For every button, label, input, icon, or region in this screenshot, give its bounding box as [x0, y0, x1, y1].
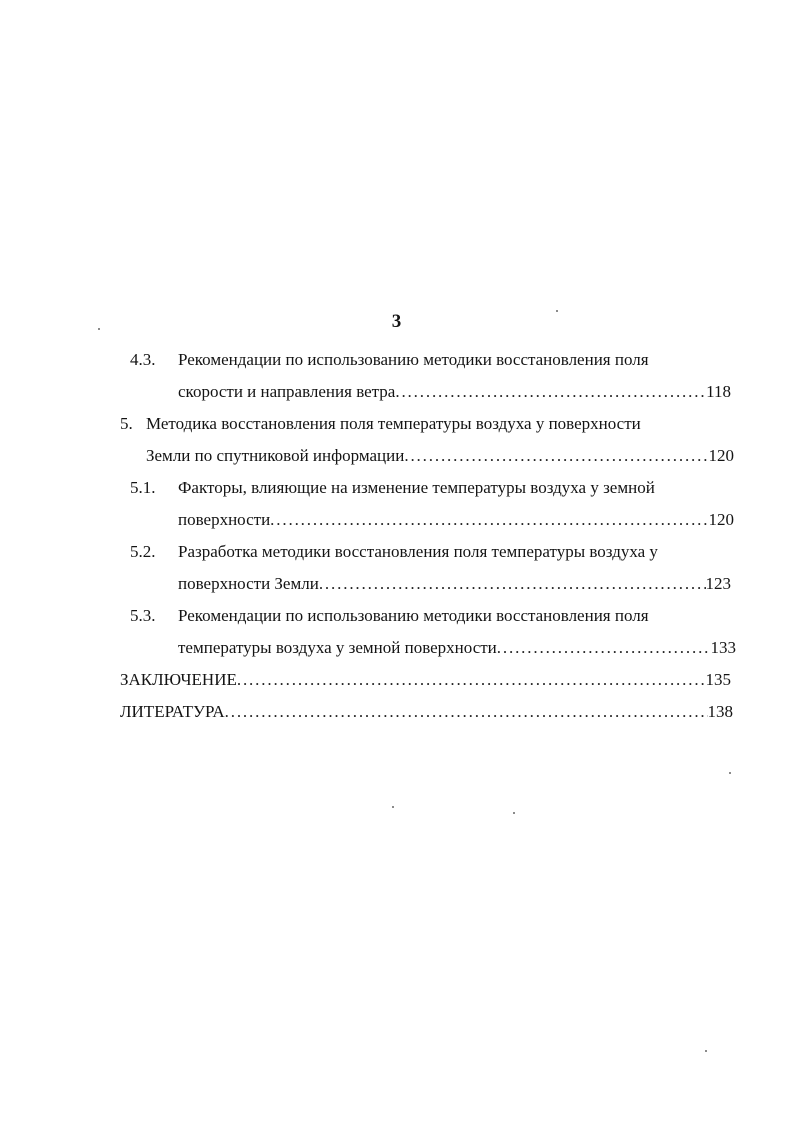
- toc-leader-dots: [237, 669, 706, 691]
- toc-entry-title-line2: [178, 509, 734, 531]
- toc-page-number: 138: [707, 702, 733, 721]
- toc-entry-title-line1: Рекомендации по использованию методики восстановления поля: [178, 606, 649, 625]
- toc-entry-literature[interactable]: [120, 701, 733, 723]
- toc-entry-title-line1: Рекомендации по использованию методики восстановления поля: [178, 350, 649, 369]
- scan-speck: [705, 1050, 707, 1052]
- toc-entry-number: 5.2.: [130, 542, 156, 561]
- toc-entry-title-line2: [178, 573, 731, 595]
- toc-entry-conclusion[interactable]: [120, 669, 731, 691]
- toc-entry-number: 5.1.: [130, 478, 156, 497]
- toc-entry-number: 5.: [120, 414, 133, 433]
- toc-entry-title: ЛИТЕРАТУРА: [120, 702, 225, 721]
- toc-leader-dots: [319, 573, 706, 595]
- toc-page-number: 120: [708, 510, 734, 529]
- page-number: 3: [391, 311, 402, 332]
- toc-leader-dots: [395, 381, 706, 403]
- toc-leader-dots: [404, 445, 708, 467]
- toc-page-number: 123: [705, 574, 731, 593]
- toc-entry-title-line2-text: температуры воздуха у земной поверхности: [178, 638, 497, 657]
- toc-entry-title: ЗАКЛЮЧЕНИЕ: [120, 670, 237, 689]
- toc-entry-title-line2: [178, 637, 736, 659]
- toc-entry-title-line2: [178, 381, 731, 403]
- toc-entry-title-line2-text: скорости и направления ветра: [178, 382, 396, 401]
- toc-entry-title-line1: Разработка методики восстановления поля температуры воздуха у: [178, 542, 658, 561]
- toc-entry-title-line2-text: поверхности: [178, 510, 271, 529]
- scan-speck: [513, 812, 515, 814]
- toc-entry-number: 5.3.: [130, 606, 156, 625]
- toc-entry-title-line2: [146, 445, 734, 467]
- toc-page-number: 135: [705, 670, 731, 689]
- toc-page-number: 118: [706, 382, 731, 401]
- toc-entry-title-line1: Методика восстановления поля температуры воздуха у поверхности: [146, 414, 641, 433]
- toc-leader-dots: [270, 509, 708, 531]
- toc-page-number: 120: [708, 446, 734, 465]
- toc-entry-title-line1: Факторы, влияющие на изменение температуры воздуха у земной: [178, 478, 655, 497]
- toc-entry-number: 4.3.: [130, 350, 156, 369]
- scan-speck: [392, 806, 394, 808]
- toc-entry-title-line2-text: Земли по спутниковой информации: [146, 446, 405, 465]
- scan-speck: [729, 772, 731, 774]
- toc-entry-title-line2-text: поверхности Земли: [178, 574, 319, 593]
- scan-speck: [556, 310, 558, 312]
- scan-speck: [98, 328, 100, 330]
- toc-leader-dots: [497, 637, 711, 659]
- toc-leader-dots: [225, 701, 708, 723]
- toc-page-number: 133: [710, 638, 736, 657]
